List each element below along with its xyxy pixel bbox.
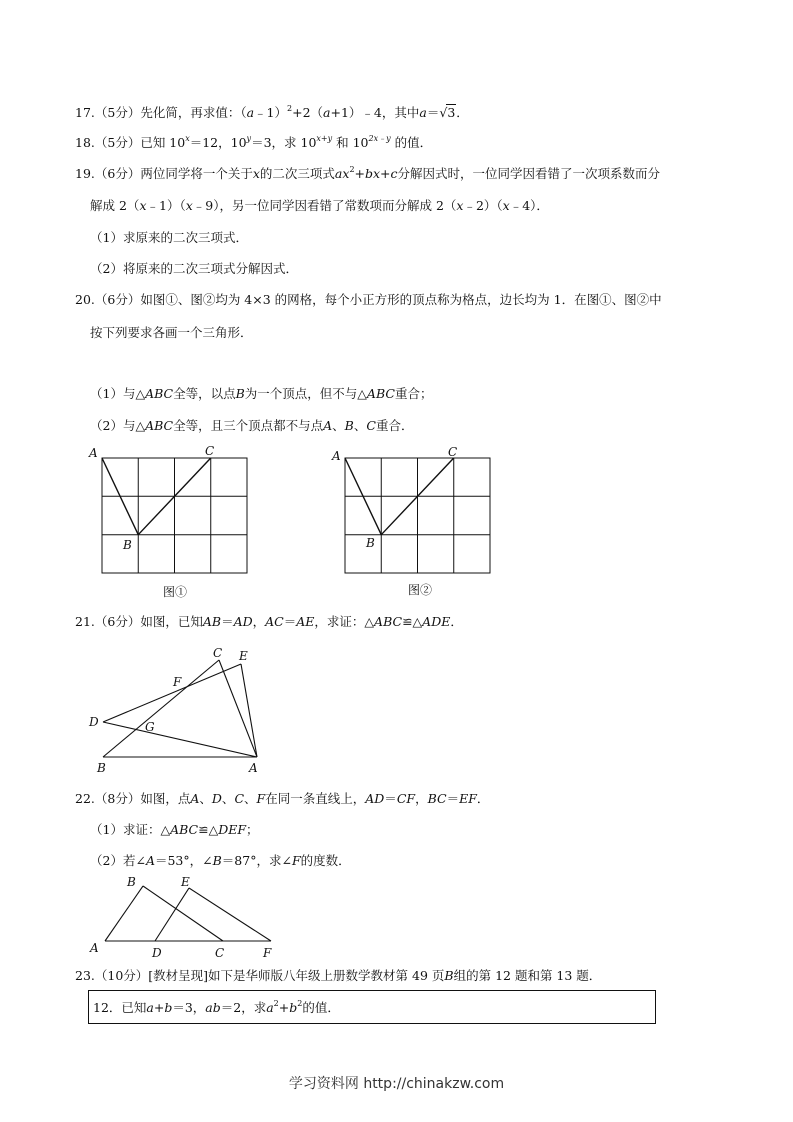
textbook-problem-12: 12．已知a+b＝3，ab＝2，求$a^2+b^2$的值．: [93, 999, 340, 1015]
label-b: B: [366, 536, 375, 550]
sqrt-expression: √3: [439, 105, 456, 120]
label-b: B: [127, 875, 136, 889]
question-22-sub-2: （2）若∠A＝53°，∠B＝87°，求∠F的度数．: [90, 853, 351, 868]
label-d: D: [89, 715, 99, 729]
question-20-sub-1: （1）与△ABC全等，以点B为一个顶点，但不与△ABC重合；: [90, 386, 433, 401]
figure-lines: [105, 886, 271, 941]
label-e: E: [239, 649, 248, 663]
figure-q22: [85, 870, 285, 962]
page-footer[interactable]: 学习资料网 http://chinakzw.com: [288, 1076, 505, 1092]
question-19-sub-2: （2）将原来的二次三项式分解因式．: [90, 261, 298, 276]
label-b: B: [97, 761, 106, 775]
label-f: F: [173, 675, 182, 689]
question-22: 22.（8分）如图，点A、D、C、F在同一条直线上，AD＝CF，BC＝EF．: [75, 791, 490, 806]
question-23: 23.（10分）[教材呈现]如下是华师版八年级上册数学教材第 49 页B组的第 12 题和第 13 题．: [75, 968, 602, 983]
question-19-line-1: 19.（6分）两位同学将一个关于x的二次三项式$ax^2+bx+c$分解因式时，一位同学因看错了一次项系数而分: [75, 165, 661, 181]
question-17: 17.（5分）先化简，再求值：（a﹣1）$^2$+2（a+1）﹣4，其中a＝√3．: [75, 104, 469, 120]
label-b: B: [123, 538, 132, 552]
label-e: E: [181, 875, 190, 889]
question-20-line-2: 按下列要求各画一个三角形．: [90, 325, 253, 340]
question-21: 21.（6分）如图，已知AB＝AD，AC＝AE，求证：△ABC≌△ADE．: [75, 614, 463, 629]
label-g: G: [145, 720, 155, 734]
label-c: C: [215, 946, 225, 960]
label-d: D: [152, 946, 162, 960]
label-c: C: [448, 445, 458, 459]
grid-figure-2: [328, 443, 503, 603]
figure-1-caption: 图①: [163, 585, 188, 599]
grid-lines: [345, 458, 490, 573]
question-22-sub-1: （1）求证：△ABC≌△DEF；: [90, 822, 259, 837]
question-19-sub-1: （1）求原来的二次三项式．: [90, 230, 248, 245]
label-f: F: [263, 946, 272, 960]
label-a: A: [90, 941, 99, 955]
figure-q21: [85, 642, 270, 777]
label-a: A: [249, 761, 258, 775]
grid-figure-1: [85, 443, 260, 603]
label-c: C: [213, 646, 223, 660]
label-a: A: [332, 449, 341, 463]
grid-lines: [102, 458, 247, 573]
question-20-line-1: 20.（6分）如图①、图②均为 4×3 的网格，每个小正方形的顶点称为格点，边长均为 1．在图①、图②中: [75, 292, 662, 307]
label-c: C: [205, 444, 215, 458]
figure-2-caption: 图②: [408, 583, 433, 597]
label-a: A: [89, 446, 98, 460]
question-19-line-2: 解成 2（x﹣1）（x﹣9），另一位同学因看错了常数项而分解成 2（x﹣2）（x﹣4）．: [90, 198, 549, 213]
question-18: 18.（5分）已知 $10^x=12$，$10^y=3$，求 $10^{x+y}$ 和 $10^{2x﹣y}$ 的值．: [75, 134, 433, 150]
question-20-sub-2: （2）与△ABC全等，且三个顶点都不与点A、B、C重合．: [90, 418, 414, 433]
